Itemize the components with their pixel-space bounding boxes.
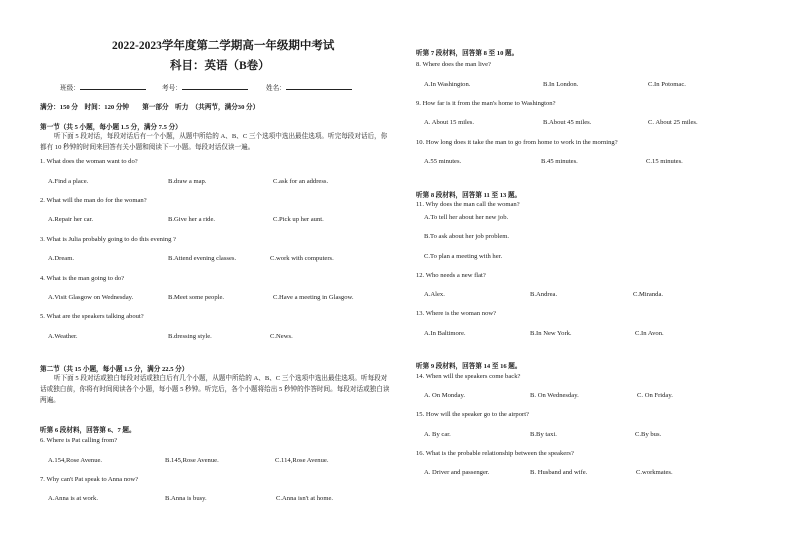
q3-option-b: B.Attend evening classes. [168,255,237,262]
number-label: 考号： [162,85,182,92]
section1-instructions: 听下面 5 段对话，每段对话后有一个小题，从题中所给的 A、B、C 三个选项中选出最佳选项。听完每段对话后，你都有 10 秒钟的时间来回答有关小题和阅读下一小题。每段对话仅读一遍。 [40,133,388,151]
q2-option-c: C.Pick up her aunt. [273,216,324,223]
q15-option-c: C.By bus. [635,431,662,438]
q4-option-a: A.Visit Glasgow on Wednesday. [48,294,134,301]
q1-stem: 1. What does the woman want to do? [40,158,138,165]
q5-option-c: C.News. [270,333,293,340]
q15-stem: 15. How will the speaker go to the airport? [416,411,529,418]
q1-option-c: C.ask for an address. [273,178,329,185]
q13-option-a: A.In Baltimore. [424,330,466,337]
q12-option-c: C.Miranda. [633,291,664,298]
q13-stem: 13. Where is the woman now? [416,310,497,317]
q14-stem: 14. When will the speakers come back? [416,373,521,380]
q11-option-a: A.To tell her about her new job. [424,214,509,221]
q14-option-c: C. On Friday. [637,392,673,399]
q13-option-b: B.In New York. [530,330,572,337]
q6-option-a: A.154,Rose Avenue. [48,457,103,464]
name-blank [286,83,352,90]
material8-heading: 听第 8 段材料，回答第 11 至 13 题。 [416,192,522,199]
q10-option-b: B.45 minutes. [541,158,578,165]
q10-option-c: C.15 minutes. [646,158,683,165]
q12-option-a: A.Alex. [424,291,445,298]
q5-option-a: A.Weather. [48,333,78,340]
q5-stem: 5. What are the speakers talking about? [40,313,144,320]
q7-option-b: B.Anna is busy. [165,495,207,502]
q12-option-b: B.Andrea. [530,291,558,298]
material7-heading: 听第 7 段材料，回答第 8 至 10 题。 [416,50,519,57]
q4-option-b: B.Meet some people. [168,294,225,301]
section2-heading: 第二节（共 15 小题，每小题 1.5 分，满分 22.5 分） [40,366,189,373]
q8-stem: 8. Where does the man live? [416,61,491,68]
q11-option-c: C.To plan a meeting with her. [424,253,503,260]
q7-option-a: A.Anna is at work. [48,495,98,502]
q8-option-a: A.In Washington. [424,81,471,88]
q14-option-b: B. On Wednesday. [530,392,579,399]
q14-option-a: A. On Monday. [424,392,465,399]
q15-option-b: B.By taxi. [530,431,557,438]
q8-option-c: C.In Potomac. [648,81,686,88]
q7-option-c: C.Anna isn't at home. [276,495,334,502]
class-blank [80,83,146,90]
class-field [60,82,146,92]
material6-heading: 听第 6 段材料，回答第 6、7 题。 [40,427,136,434]
q2-option-a: A.Repair her car. [48,216,94,223]
q10-option-a: A.55 minutes. [424,158,462,165]
q9-option-b: B.About 45 miles. [543,119,592,126]
q16-option-a: A. Driver and passenger. [424,469,490,476]
q9-option-c: C. About 25 miles. [648,119,698,126]
name-label: 姓名： [266,85,286,92]
q4-option-c: C.Have a meeting in Glasgow. [273,294,354,301]
q2-stem: 2. What will the man do for the woman? [40,197,147,204]
q16-option-b: B. Husband and wife. [530,469,588,476]
q8-option-b: B.In London. [543,81,579,88]
q15-option-a: A. By car. [424,431,451,438]
q9-option-a: A. About 15 miles. [424,119,475,126]
q9-stem: 9. How far is it from the man's home to Washington? [416,100,556,107]
number-field [162,82,248,92]
q6-option-b: B.145,Rose Avenue. [165,457,219,464]
class-label: 班级： [60,85,80,92]
q3-option-c: C.work with computers. [270,255,334,262]
exam-title: 2022-2023学年度第二学期高一年级期中考试 [112,40,335,52]
q3-option-a: A.Dream. [48,255,74,262]
q6-option-c: C.114,Rose Avenue. [275,457,329,464]
section2-instructions: 听下面 5 段对话或独白每段对话或独白后有几个小题，从题中所给的 A、B、C 三个选项中选出最佳选项。听每段对话或独白前，你将有时间阅读各个小题，每小题 5 秒钟。听完后，各个小题将给出 5 秒钟的作答时间。每段对话或独白读两遍。 [40,375,390,404]
q16-option-c: C.workmates. [636,469,673,476]
q10-stem: 10. How long does it take the man to go from home to work in the morning? [416,139,618,146]
q11-stem: 11. Why does the man call the woman? [416,201,520,208]
q4-stem: 4. What is the man going to do? [40,275,125,282]
q5-option-b: B.dressing style. [168,333,212,340]
q2-option-b: B.Give her a ride. [168,216,216,223]
q7-stem: 7. Why can't Pat speak to Anna now? [40,476,139,483]
material9-heading: 听第 9 段材料，回答第 14 至 16 题。 [416,363,522,370]
q16-stem: 16. What is the probable relationship between the speakers? [416,450,574,457]
section1-heading: 第一节（共 5 小题，每小题 1.5 分，满分 7.5 分） [40,124,182,131]
number-blank [182,83,248,90]
q13-option-c: C.In Avon. [635,330,664,337]
q1-option-a: A.Find a place. [48,178,89,185]
q12-stem: 12. Who needs a new flat? [416,272,486,279]
name-field [266,82,352,92]
q6-stem: 6. Where is Pat calling from? [40,437,118,444]
q11-option-b: B.To ask about her job problem. [424,233,510,240]
exam-info: 满分：150 分 时间：120 分钟 第一部分 听力 （共两节，满分30 分） [40,104,260,111]
q1-option-b: B.draw a map. [168,178,207,185]
q3-stem: 3. What is Julia probably going to do this evening ? [40,236,176,243]
exam-subtitle: 科目：英语（B卷） [170,60,270,72]
